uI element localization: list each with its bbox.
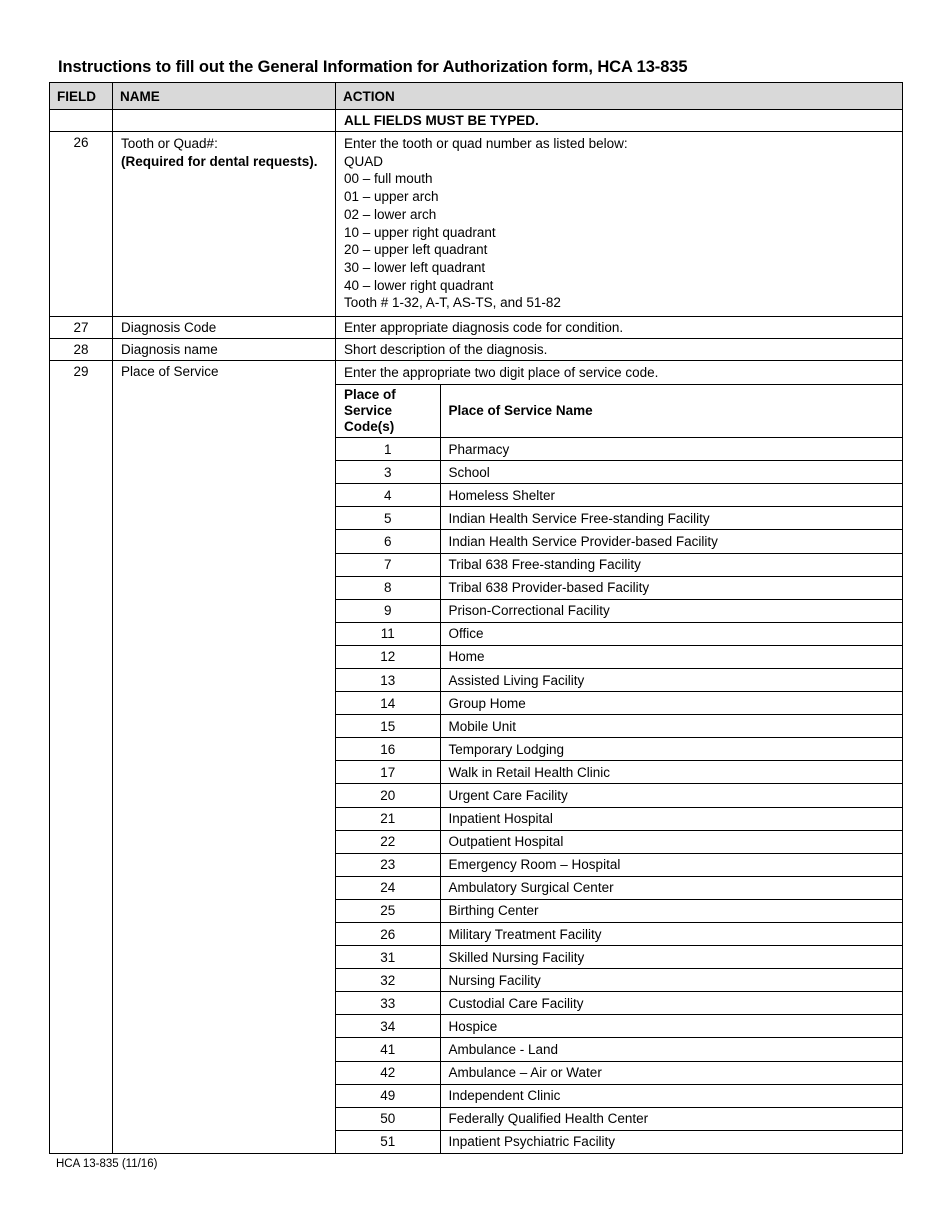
pos-name: Ambulatory Surgical Center [440,876,902,899]
pos-name: Outpatient Hospital [440,830,902,853]
pos-code: 49 [336,1084,440,1107]
pos-code: 5 [336,507,440,530]
pos-code: 6 [336,530,440,553]
pos-name: Tribal 638 Free-standing Facility [440,553,902,576]
pos-name: Homeless Shelter [440,484,902,507]
table-header-row [50,83,903,110]
action-line: 10 – upper right quadrant [344,224,496,240]
pos-code: 22 [336,830,440,853]
action-column-header: ACTION [336,83,903,110]
pos-row [336,507,902,530]
table-row [50,361,903,1154]
pos-name-header: Place of Service Name [440,385,902,438]
pos-name: Urgent Care Facility [440,784,902,807]
field-number: 29 [50,361,113,1154]
pos-row [336,715,902,738]
pos-code: 14 [336,692,440,715]
pos-row [336,622,902,645]
pos-code: 24 [336,876,440,899]
pos-row [336,692,902,715]
page-title: Instructions to fill out the General Information for Authorization form, HCA 13-835 [58,58,688,76]
pos-name: Birthing Center [440,899,902,922]
pos-name: Inpatient Psychiatric Facility [440,1130,902,1153]
pos-row [336,738,902,761]
pos-row [336,599,902,622]
pos-row [336,1130,902,1153]
pos-code: 31 [336,946,440,969]
pos-code: 34 [336,1015,440,1038]
pos-code: 7 [336,553,440,576]
pos-code: 51 [336,1130,440,1153]
pos-row [336,876,902,899]
pos-name: Nursing Facility [440,969,902,992]
pos-row [336,461,902,484]
pos-row [336,761,902,784]
pos-code: 12 [336,645,440,668]
pos-code-header-line: Place of [344,387,396,403]
action-cell [336,132,903,317]
pos-name: School [440,461,902,484]
pos-name: Pharmacy [440,438,902,461]
pos-code: 32 [336,969,440,992]
pos-name: Group Home [440,692,902,715]
instructions-table [49,82,903,1154]
pos-code-header [336,385,440,438]
field-number: 27 [50,317,113,339]
pos-code: 16 [336,738,440,761]
pos-code: 15 [336,715,440,738]
form-footer: HCA 13-835 (11/16) [56,1158,158,1170]
pos-name: Inpatient Hospital [440,807,902,830]
pos-code: 26 [336,923,440,946]
pos-row [336,484,902,507]
pos-name: Ambulance – Air or Water [440,1061,902,1084]
pos-row [336,1061,902,1084]
pos-name: Skilled Nursing Facility [440,946,902,969]
pos-code: 11 [336,622,440,645]
action-line: 30 – lower left quadrant [344,259,486,275]
action-line: 00 – full mouth [344,171,433,187]
pos-code: 42 [336,1061,440,1084]
pos-code: 33 [336,992,440,1015]
field-column-header: FIELD [50,83,113,110]
pos-row [336,807,902,830]
pos-code: 4 [336,484,440,507]
action-line: Enter the tooth or quad number as listed below: [344,136,628,151]
pos-code-header-line: Service [344,403,393,419]
pos-row [336,830,902,853]
pos-row [336,1015,902,1038]
pos-name: Office [440,622,902,645]
pos-header-row [336,385,902,438]
pos-name: Prison-Correctional Facility [440,599,902,622]
pos-row [336,1107,902,1130]
table-row [50,132,903,317]
pos-row [336,1084,902,1107]
pos-row [336,645,902,668]
pos-code: 8 [336,576,440,599]
pos-row [336,438,902,461]
field-name-note: (Required for dental requests). [121,153,318,169]
pos-code: 3 [336,461,440,484]
notice-row [50,110,903,132]
field-name: Diagnosis name [113,339,336,361]
pos-code: 21 [336,807,440,830]
pos-row [336,899,902,922]
action-line: QUAD [344,153,384,169]
pos-name: Mobile Unit [440,715,902,738]
pos-row [336,530,902,553]
table-row [50,317,903,339]
action-cell [336,361,903,1154]
field-number: 28 [50,339,113,361]
pos-name: Assisted Living Facility [440,668,902,691]
pos-name: Temporary Lodging [440,738,902,761]
pos-name: Independent Clinic [440,1084,902,1107]
pos-code-header-line: Code(s) [344,419,395,435]
pos-name: Custodial Care Facility [440,992,902,1015]
name-column-header: NAME [113,83,336,110]
pos-row [336,668,902,691]
field-name: Place of Service [113,361,336,1154]
pos-row [336,553,902,576]
field-name: Tooth or Quad#: [121,136,218,151]
typed-notice: ALL FIELDS MUST BE TYPED. [336,110,903,132]
pos-row [336,992,902,1015]
pos-row [336,923,902,946]
place-of-service-table [336,384,902,1153]
table-row [50,339,903,361]
pos-name: Emergency Room – Hospital [440,853,902,876]
action-line: 02 – lower arch [344,206,437,222]
pos-name: Tribal 638 Provider-based Facility [440,576,902,599]
action-line: 40 – lower right quadrant [344,277,494,293]
pos-row [336,784,902,807]
action-text: Enter appropriate diagnosis code for condition. [336,317,903,339]
pos-code: 1 [336,438,440,461]
pos-code: 9 [336,599,440,622]
field-name-cell [113,132,336,317]
pos-row [336,853,902,876]
pos-name: Indian Health Service Free-standing Facility [440,507,902,530]
pos-code: 20 [336,784,440,807]
action-line: 20 – upper left quadrant [344,242,488,258]
pos-code: 17 [336,761,440,784]
action-line: 01 – upper arch [344,189,439,205]
action-text: Short description of the diagnosis. [336,339,903,361]
pos-name: Home [440,645,902,668]
pos-code: 50 [336,1107,440,1130]
pos-row [336,969,902,992]
pos-row [336,576,902,599]
pos-name: Indian Health Service Provider-based Facility [440,530,902,553]
pos-code: 41 [336,1038,440,1061]
pos-name: Federally Qualified Health Center [440,1107,902,1130]
pos-row [336,946,902,969]
field-name: Diagnosis Code [113,317,336,339]
pos-name: Military Treatment Facility [440,923,902,946]
pos-code: 23 [336,853,440,876]
field-number: 26 [50,132,113,317]
pos-code: 13 [336,668,440,691]
pos-row [336,1038,902,1061]
pos-code: 25 [336,899,440,922]
pos-name: Hospice [440,1015,902,1038]
action-text: Enter the appropriate two digit place of service code. [344,365,659,381]
pos-name: Walk in Retail Health Clinic [440,761,902,784]
action-line: Tooth # 1-32, A-T, AS-TS, and 51-82 [344,295,561,311]
pos-name: Ambulance - Land [440,1038,902,1061]
